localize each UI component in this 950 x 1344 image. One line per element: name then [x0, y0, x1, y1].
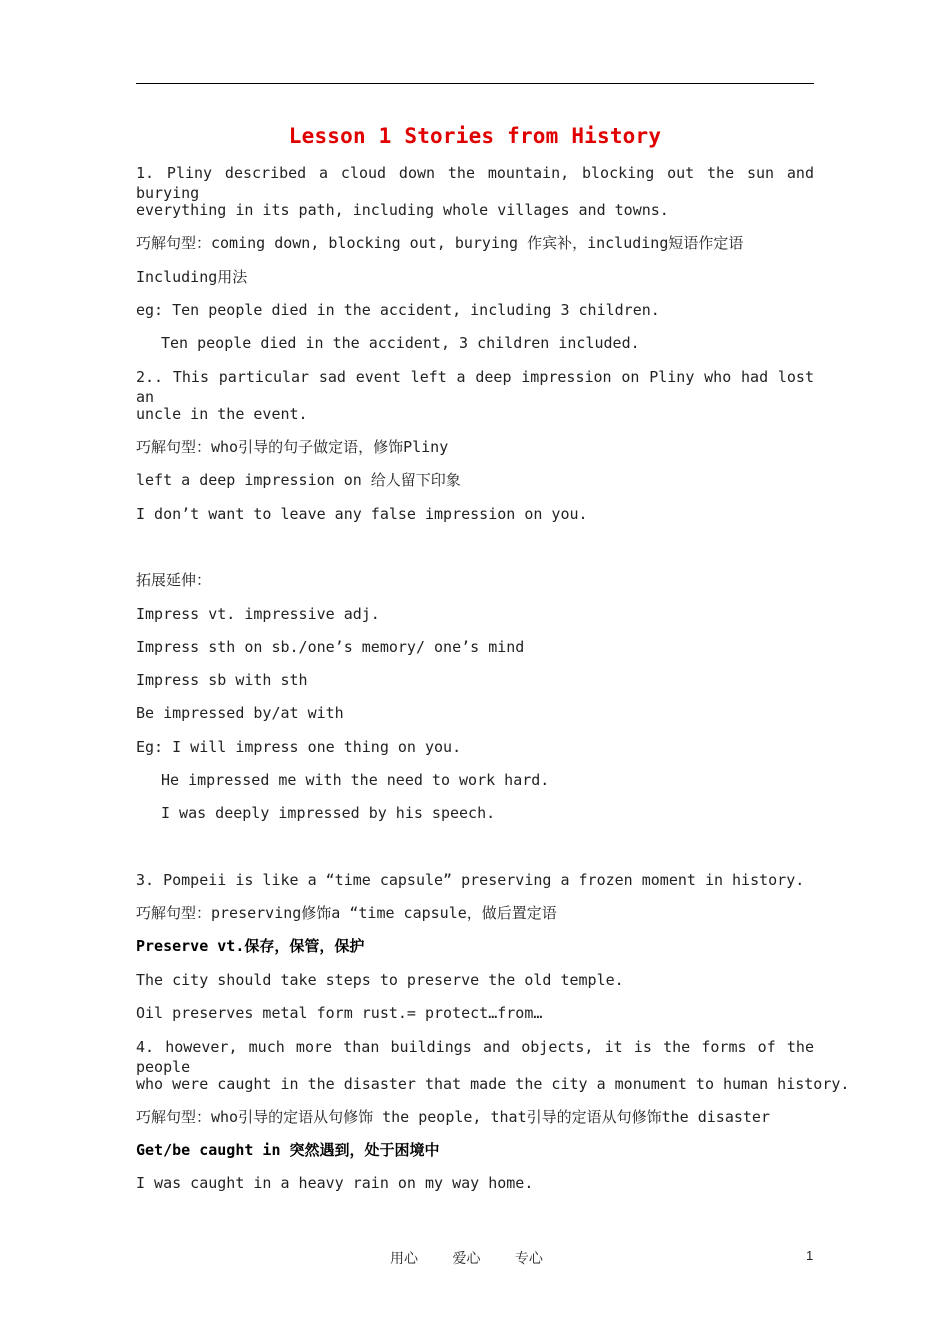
text-line: Be impressed by/at with [136, 704, 344, 722]
text-line: who were caught in the disaster that made the city a monument to human history. [136, 1075, 850, 1093]
text-line: Impress vt. impressive adj. [136, 605, 380, 623]
page-number: 1 [806, 1248, 814, 1263]
text-line: everything in its path, including whole villages and towns. [136, 201, 669, 219]
footer-item: 用心 [390, 1251, 418, 1267]
text-line: Impress sb with sth [136, 671, 308, 689]
text-line: Including用法 [136, 268, 248, 286]
text-line: uncle in the event. [136, 405, 308, 423]
text-line: Oil preserves metal form rust.= protect…from… [136, 1004, 543, 1022]
text-line: left a deep impression on 给人留下印象 [136, 471, 461, 489]
footer-item: 爱心 [452, 1251, 481, 1267]
text-line: 2.. This particular sad event left a deep impression on Pliny who had lost an [136, 368, 814, 406]
text-line: 巧解句型：preserving修饰a “time capsule，做后置定语 [136, 904, 557, 922]
text-line: 1. Pliny described a cloud down the mountain, blocking out the sun and burying [136, 164, 814, 202]
page-title: Lesson 1 Stories from History [288, 124, 662, 148]
text-line: I was deeply impressed by his speech. [161, 804, 496, 822]
text-line: The city should take steps to preserve the old temple. [136, 971, 624, 989]
text-line: 巧解句型：who引导的定语从句修饰 the people, that引导的定语从句修饰the disaster [136, 1108, 770, 1126]
footer [390, 1248, 573, 1268]
text-line: 4. however, much more than buildings and objects, it is the forms of the people [136, 1038, 814, 1076]
text-line: 巧解句型：who引导的句子做定语，修饰Pliny [136, 438, 449, 456]
text-line: 拓展延伸： [136, 571, 212, 589]
text-line: Ten people died in the accident, 3 children included. [161, 334, 640, 352]
text-line: He impressed me with the need to work hard. [161, 771, 550, 789]
text-line: eg: Ten people died in the accident, including 3 children. [136, 301, 660, 319]
text-line: I was caught in a heavy rain on my way home. [136, 1174, 534, 1192]
text-line: I don’t want to leave any false impression on you. [136, 505, 588, 523]
text-line: 巧解句型：coming down, blocking out, burying 作宾补，including短语作定语 [136, 234, 744, 252]
header-rule [136, 83, 814, 84]
text-line-bold: Get/be caught in 突然遇到，处于困境中 [136, 1141, 440, 1159]
text-line: 3. Pompeii is like a “time capsule” preserving a frozen moment in history. [136, 871, 805, 889]
text-line: Eg: I will impress one thing on you. [136, 738, 462, 756]
text-line: Impress sth on sb./one’s memory/ one’s mind [136, 638, 525, 656]
text-line-bold: Preserve vt.保存，保管，保护 [136, 937, 365, 955]
footer-item: 专心 [514, 1251, 543, 1267]
